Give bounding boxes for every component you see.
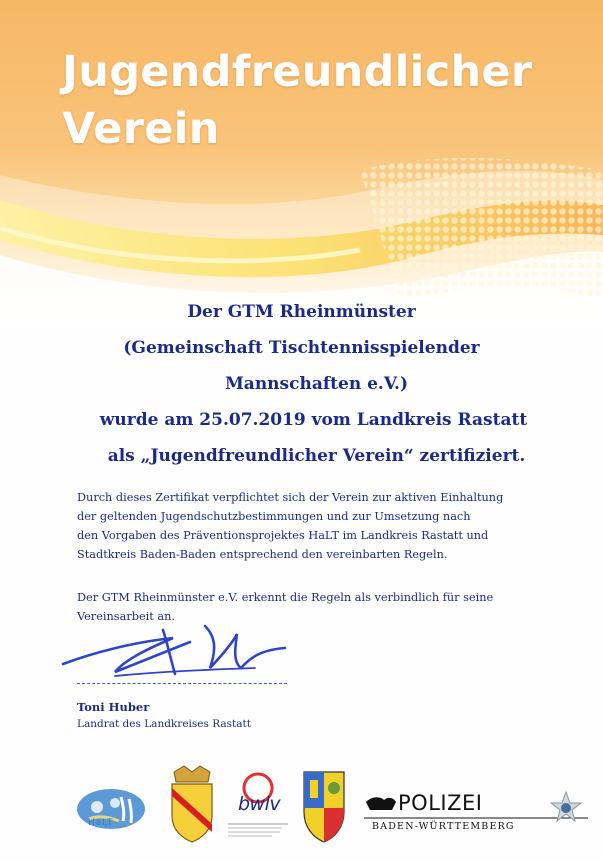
obligation-line-2: der geltenden Jugendschutzbestimmungen und zur Umsetzung nach (77, 510, 471, 523)
handwritten-signature (55, 612, 295, 692)
polizei-region-text: BADEN-WÜRTTEMBERG (372, 821, 515, 832)
acknowledgement-line-2: Vereinsarbeit an. (77, 610, 175, 623)
certification-result-line: als „Jugendfreundlicher Verein“ zertifiziert. (107, 446, 526, 466)
obligation-line-3: den Vorgaben des Präventionsprojektes HaLT im Landkreis Rastatt und (77, 529, 489, 542)
club-name: Der GTM Rheinmünster (187, 302, 416, 322)
signer-block (77, 699, 251, 733)
acknowledgement-line-1: Der GTM Rheinmünster e.V. erkennt die Regeln als verbindlich für seine (77, 591, 494, 604)
club-full-name-1: (Gemeinschaft Tischtennisspielender (123, 338, 480, 358)
signature-line (77, 683, 287, 684)
certificate-title (62, 44, 532, 158)
obligation-line-1: Durch dieses Zertifikat verpflichtet sich der Verein zur aktiven Einhaltung (77, 491, 504, 504)
landkreis-rastatt-crest-icon (168, 764, 216, 844)
obligation-line-4: Stadtkreis Baden-Baden entsprechend den vereinbarten Regeln. (77, 548, 448, 561)
title-line-1: Jugendfreundlicher (62, 47, 533, 97)
obligation-paragraph (77, 488, 537, 564)
certification-statement (0, 294, 603, 474)
bwlv-logo-text: bwlv (238, 793, 281, 815)
baden-wuerttemberg-crest-icon (300, 768, 348, 844)
halt-logo-text: HaLT (88, 818, 114, 828)
signer-name: Toni Huber (77, 700, 150, 714)
signer-role: Landrat des Landkreises Rastatt (77, 718, 251, 730)
club-full-name-2: Mannschaften e.V.) (224, 374, 409, 394)
certification-date-line: wurde am 25.07.2019 vom Landkreis Rastatt (99, 410, 528, 430)
polizei-logo-text: POLIZEI (398, 791, 483, 815)
title-line-2: Verein (62, 104, 220, 154)
